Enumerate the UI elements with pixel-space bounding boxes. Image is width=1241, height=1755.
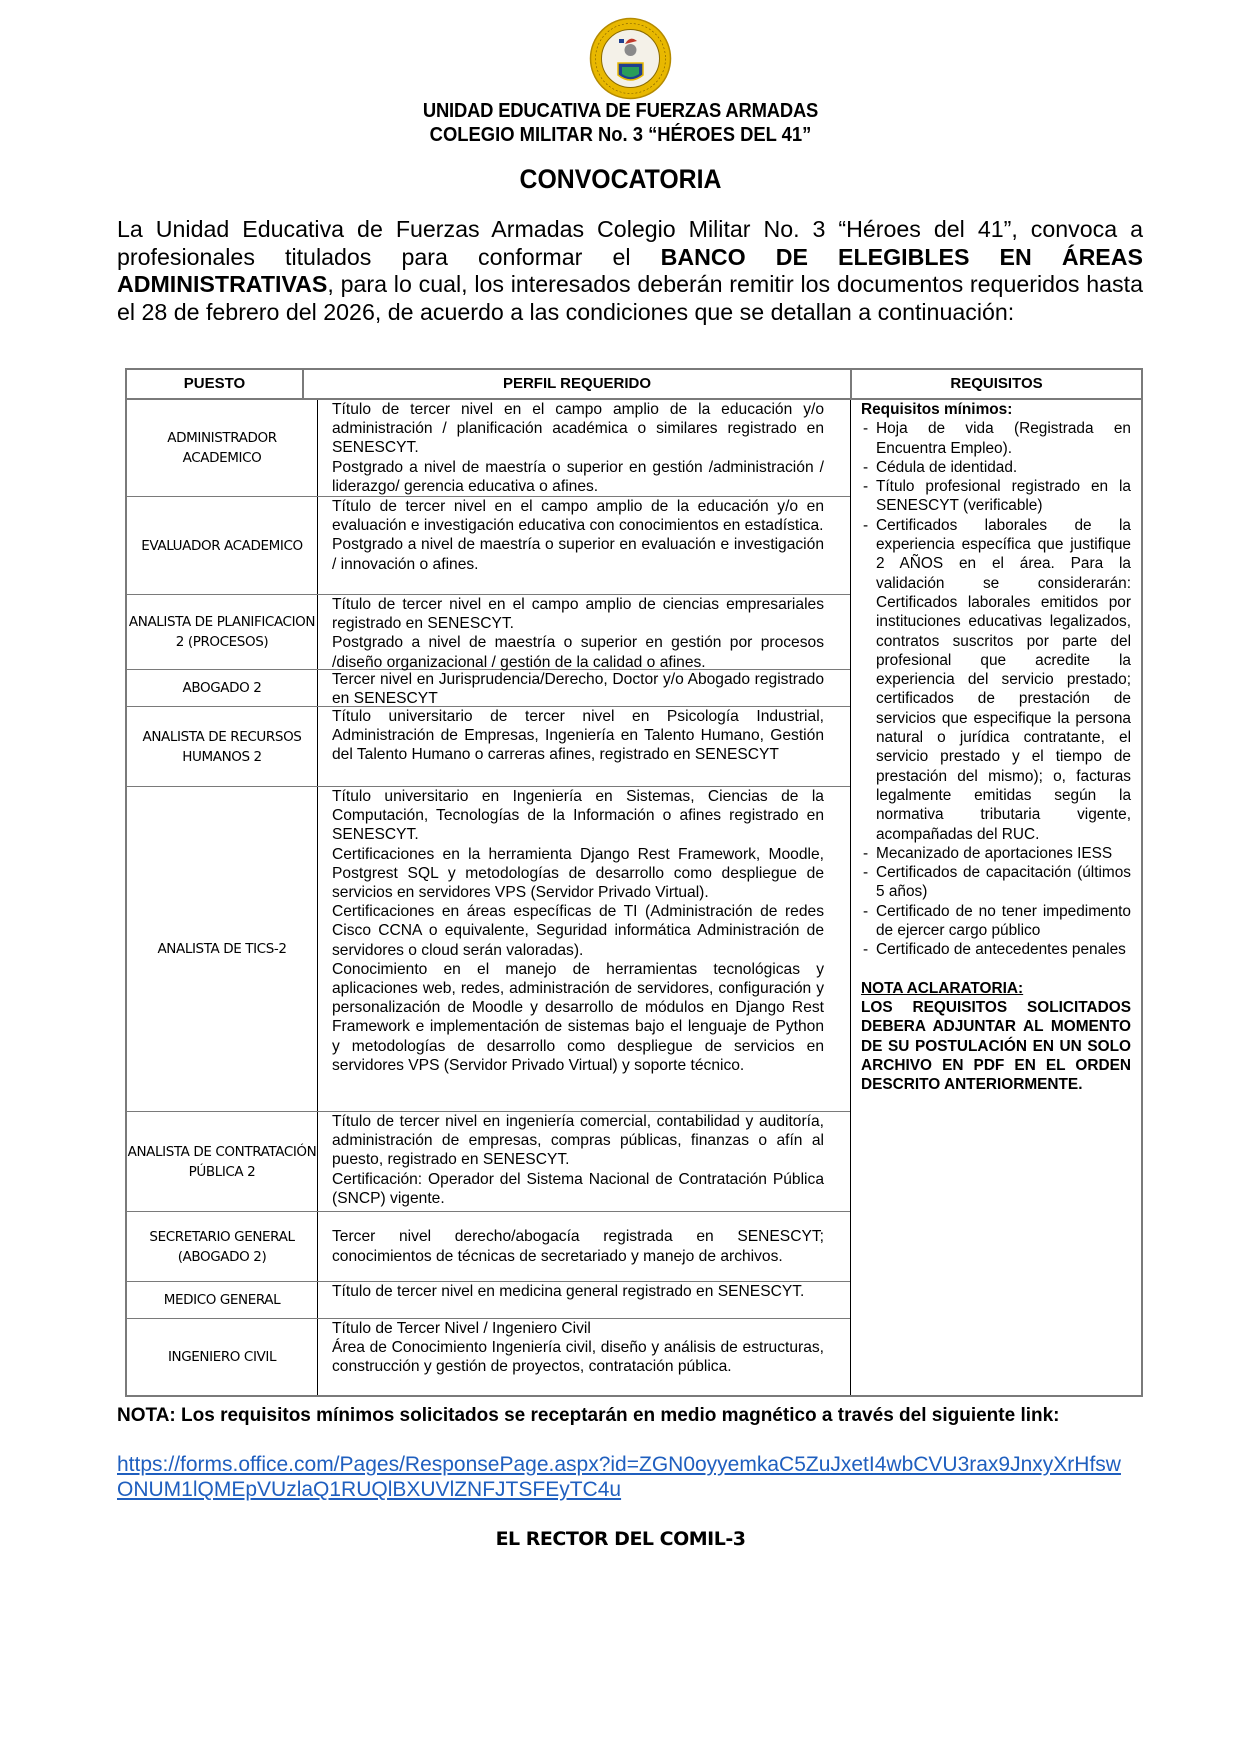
table-row xyxy=(127,400,850,497)
puesto-cell: ABOGADO 2 xyxy=(182,680,262,696)
perfil-text: Título de tercer nivel en el campo amplio de la educación y/o administración / planificación académica o similares registrado en SENESCYT. xyxy=(332,401,824,457)
perfil-text: Postgrado a nivel de maestría o superior en gestión por procesos /diseño organizacional / gestión de la calidad o afines. xyxy=(332,634,824,671)
table-row xyxy=(127,497,850,595)
requisito-item: - Título profesional registrado en la SENESCYT (verificable) xyxy=(861,477,1131,516)
perfil-cell xyxy=(317,1212,850,1281)
table-row xyxy=(127,670,850,707)
column-header-perfil: PERFIL REQUERIDO xyxy=(502,375,652,392)
table-row xyxy=(127,787,850,1112)
perfil-text: Título de tercer nivel en medicina general registrado en SENESCYT. xyxy=(332,1283,805,1300)
requisito-item: - Certificado de antecedentes penales xyxy=(861,940,1131,959)
perfil-text: Certificación: Operador del Sistema Nacional de Contratación Pública (SNCP) vigente. xyxy=(332,1170,824,1207)
perfil-cell xyxy=(317,707,850,786)
nota-aclaratoria-title: NOTA ACLARATORIA: xyxy=(861,979,1024,997)
requisitos-title: Requisitos mínimos: xyxy=(861,401,1013,418)
requisito-item: - Certificado de no tener impedimento de ejercer cargo público xyxy=(861,902,1131,941)
perfil-text: Postgrado a nivel de maestría o superior en evaluación e investigación / innovación o afines. xyxy=(332,536,824,573)
perfil-cell xyxy=(317,1282,850,1318)
requisito-item: - Mecanizado de aportaciones IESS xyxy=(861,844,1131,863)
school-name: COLEGIO MILITAR No. 3 “HÉROES DEL 41” xyxy=(429,124,812,146)
nota-aclaratoria-body: LOS REQUISITOS SOLICITADOS DEBERA ADJUNTAR AL MOMENTO DE SU POSTULACIÓN EN UN SOLO ARCHIVO EN PDF EN EL ORDEN DESCRITO ANTERIORMENTE. xyxy=(861,998,1131,1094)
perfil-cell xyxy=(317,1112,850,1211)
submission-form-link[interactable]: https://forms.office.com/Pages/ResponsePage.aspx?id=ZGN0oyyemkaC5ZuJxetI4wbCVU3rax9JnxyXrHfswONUM1lQMEpVUzlaQ1RUQlBXUVlZNFJTSFEyTC4u xyxy=(117,1453,1121,1501)
table-row xyxy=(127,595,850,670)
puesto-cell: ANALISTA DE CONTRATACIÓN PÚBLICA 2 xyxy=(127,1143,317,1180)
perfil-text: Tercer nivel derecho/abogacía registrada en SENESCYT; conocimientos de técnicas de secretariado y manejo de archivos. xyxy=(332,1228,824,1265)
requisitos-list xyxy=(861,419,1131,959)
perfil-text: Título de tercer nivel en el campo amplio de la educación y/o en evaluación e investigación educativa con conocimientos en estadística. xyxy=(332,498,824,535)
institution-name: UNIDAD EDUCATIVA DE FUERZAS ARMADAS xyxy=(422,100,819,122)
puesto-cell: ADMINISTRADOR ACADEMICO xyxy=(167,430,277,466)
signature-line: EL RECTOR DEL COMIL-3 xyxy=(495,1528,746,1550)
puesto-cell: ANALISTA DE PLANIFICACION 2 (PROCESOS) xyxy=(128,614,316,650)
intro-bold-bank: BANCO DE ELEGIBLES EN ÁREAS ADMINISTRATIVAS xyxy=(117,243,1143,297)
intro-text-2: , para lo cual, los interesados deberán remitir los documentos requeridos hasta el 28 de febrero del 2026, de acuerdo a las condiciones que se detallan a continuación: xyxy=(117,271,1143,325)
perfil-cell xyxy=(317,497,850,594)
puesto-cell: ANALISTA DE RECURSOS HUMANOS 2 xyxy=(142,728,302,765)
requisito-item: - Hoja de vida (Registrada en Encuentra Empleo). xyxy=(861,419,1131,458)
table-row xyxy=(127,707,850,787)
perfil-cell xyxy=(317,787,850,1111)
requisitos-cell xyxy=(850,400,1141,1395)
table-row xyxy=(127,1319,850,1395)
requisito-item: - Cédula de identidad. xyxy=(861,458,1131,477)
perfil-text: Certificaciones en áreas específicas de TI (Administración de redes Cisco CCNA o equivalente, Seguridad informática Administración de servidores o cloud serán valoradas). xyxy=(332,903,824,959)
perfil-text: Título universitario en Ingeniería en Sistemas, Ciencias de la Computación, Tecnologías de la Información o afines registrado en SENESCYT. xyxy=(332,788,824,844)
school-crest-icon xyxy=(589,17,672,100)
perfil-cell xyxy=(317,670,850,706)
column-header-puesto: PUESTO xyxy=(183,375,246,392)
puesto-cell: SECRETARIO GENERAL (ABOGADO 2) xyxy=(149,1228,295,1265)
perfil-text: Título de tercer nivel en el campo amplio de ciencias empresariales registrado en SENESCYT. xyxy=(332,596,824,633)
submission-note: NOTA: Los requisitos mínimos solicitados se receptarán en medio magnético a través del siguiente link: xyxy=(117,1405,1060,1426)
perfil-cell xyxy=(317,400,850,496)
intro-text-1: La Unidad Educativa de Fuerzas Armadas Colegio Militar No. 3 “Héroes del 41”, convoca a profesionales titulados para conformar el xyxy=(117,216,1143,270)
puesto-cell: INGENIERO CIVIL xyxy=(167,1349,277,1365)
perfil-text: Tercer nivel en Jurisprudencia/Derecho, Doctor y/o Abogado registrado en SENESCYT xyxy=(332,671,824,708)
requisito-item: - Certificados laborales de la experiencia específica que justifique 2 AÑOS en el área. Para la validación se considerarán: Certificados laborales emitidos por instituciones educativas legalizados, contratos suscritos por parte del profesional que acredite la experiencia del servicio prestado; certificados de prestación de servicios que especifique la persona natural o jurídica contratante, el servicio prestado y el tiempo de prestación del mismo); o, facturas legalmente emitidas según la normativa tributaria vigente, acompañadas del RUC. xyxy=(861,516,1131,844)
perfil-text: Certificaciones en la herramienta Django Rest Framework, Moodle, Postgrest SQL y metodologías de desarrollo como despliegue de servicios en servidores VPS (Servidor Privado Virtual). xyxy=(332,845,824,902)
perfil-text: Postgrado a nivel de maestría o superior en gestión /administración / liderazgo/ gerencia educativa o afines. xyxy=(332,458,824,495)
perfil-cell xyxy=(317,595,850,669)
table-header-row xyxy=(127,370,1141,400)
table-row xyxy=(127,1212,850,1282)
page-title: CONVOCATORIA xyxy=(519,164,722,194)
perfil-text: Conocimiento en el manejo de herramientas tecnológicas y aplicaciones web, redes, administración de servidores, configuración y personalización de Moodle y desarrollo de módulos en Django Rest Framework e implementación de sistemas bajo el lenguaje de Python y metodologías de desarrollo como despliegue de servicios en servidores VPS (Servidor Privado Virtual) y soporte técnico. xyxy=(332,960,824,1074)
puesto-cell: MEDICO GENERAL xyxy=(163,1292,281,1308)
intro-paragraph xyxy=(117,216,1143,326)
puesto-cell: ANALISTA DE TICS-2 xyxy=(157,941,287,957)
perfil-text: Título universitario de tercer nivel en Psicología Industrial, Administración de Empresas, Ingeniería en Talento Humano, Gestión del Talento Humano o carreras afines, registrado en SENESCYT xyxy=(332,708,824,764)
column-header-requisitos: REQUISITOS xyxy=(950,375,1043,392)
perfil-text: Área de Conocimiento Ingeniería civil, diseño y análisis de estructuras, construcción y gestión de proyectos, contratación pública. xyxy=(332,1339,824,1376)
perfil-text: Título de Tercer Nivel / Ingeniero Civil xyxy=(332,1320,591,1337)
positions-table xyxy=(125,368,1143,1397)
table-row xyxy=(127,1112,850,1212)
perfil-cell xyxy=(317,1319,850,1395)
requisito-item: - Certificados de capacitación (últimos 5 años) xyxy=(861,863,1131,902)
puesto-cell: EVALUADOR ACADEMICO xyxy=(141,537,303,554)
table-row xyxy=(127,1282,850,1319)
perfil-text: Título de tercer nivel en ingeniería comercial, contabilidad y auditoría, administración de empresas, compras públicas, finanzas o afín al puesto, registrado en SENESCYT. xyxy=(332,1113,824,1169)
